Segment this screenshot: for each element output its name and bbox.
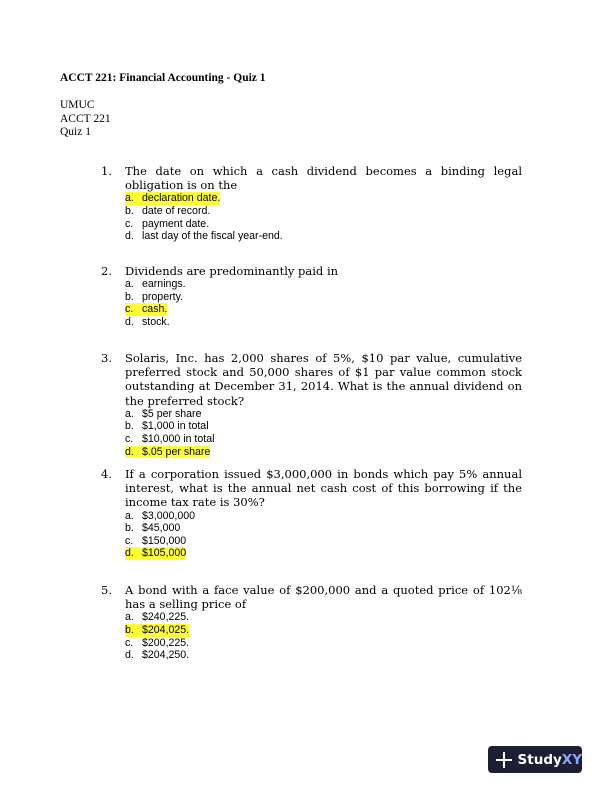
option-letter: a. <box>125 278 134 291</box>
option-c[interactable] <box>125 637 522 650</box>
plus-icon <box>495 751 513 769</box>
option-b[interactable] <box>125 624 522 637</box>
question-number: 5. <box>101 583 112 597</box>
option-letter: d. <box>125 315 134 328</box>
option-letter: b. <box>125 290 134 303</box>
option-d[interactable] <box>125 316 522 329</box>
option-letter: b. <box>125 205 134 217</box>
question-number: 2. <box>101 264 112 278</box>
question-number: 3. <box>101 351 112 365</box>
document-title: ACCT 221: Financial Accounting - Quiz 1 <box>60 72 266 84</box>
option-text: declaration date. <box>142 192 221 205</box>
option-text: $200,225. <box>142 636 190 649</box>
option-a[interactable] <box>125 408 522 421</box>
option-letter: a. <box>125 611 134 624</box>
option-letter: d. <box>125 230 134 243</box>
option-list <box>125 192 522 242</box>
option-c[interactable] <box>125 303 522 316</box>
option-text: cash. <box>142 303 168 316</box>
option-text: $10,000 in total <box>142 433 215 445</box>
question-5 <box>90 583 522 662</box>
option-list <box>125 278 522 328</box>
option-letter: c. <box>125 534 134 547</box>
option-text: $204,250. <box>142 649 190 662</box>
question-text: Dividends are predominantly paid in <box>125 264 339 278</box>
option-text: payment date. <box>142 217 210 230</box>
option-a[interactable] <box>125 611 522 624</box>
option-d[interactable] <box>125 446 522 459</box>
option-text: $204,025. <box>142 624 190 636</box>
question-text: The date on which a cash dividend becomes a binding legal obligation is on the <box>125 164 522 193</box>
question-text: If a corporation issued $3,000,000 in bonds which pay 5% annual interest, what is the annual net cash cost of this borrowing if the income tax rate is 30%? <box>125 467 522 510</box>
option-text: $45,000 <box>142 522 181 535</box>
option-d[interactable] <box>125 230 522 243</box>
meta-line-quiz: Quiz 1 <box>60 126 91 138</box>
question-1 <box>90 164 522 243</box>
option-text: $150,000 <box>142 534 187 547</box>
question-text: A bond with a face value of $200,000 and a quoted price of 102⅛ has a selling price of <box>125 583 522 612</box>
option-c[interactable] <box>125 535 522 548</box>
option-b[interactable] <box>125 420 522 433</box>
option-letter: b. <box>125 420 134 433</box>
option-b[interactable] <box>125 522 522 535</box>
option-letter: c. <box>125 433 134 445</box>
option-letter: d. <box>125 445 134 458</box>
option-text: earnings. <box>142 278 186 291</box>
option-text: $5 per share <box>142 407 202 420</box>
option-letter: c. <box>125 217 134 230</box>
option-list <box>125 510 522 560</box>
badge-text-xy: XY <box>561 751 582 768</box>
option-text: last day of the fiscal year-end. <box>142 230 283 243</box>
studyxy-badge[interactable] <box>488 746 582 773</box>
option-letter: b. <box>125 522 134 535</box>
option-list <box>125 611 522 661</box>
option-text: stock. <box>142 315 170 328</box>
option-b[interactable] <box>125 205 522 218</box>
option-text: property. <box>142 290 184 303</box>
question-text: Solaris, Inc. has 2,000 shares of 5%, $10 par value, cumulative preferred stock and 50,000 shares of $1 par value common stock outstanding at December 31, 2014. What is the annual dividend on the preferred stock? <box>125 351 522 408</box>
option-text: $105,000 <box>142 547 187 560</box>
option-letter: a. <box>125 192 134 205</box>
option-c[interactable] <box>125 218 522 231</box>
badge-text-study: Study <box>517 751 562 768</box>
question-number: 4. <box>101 467 112 481</box>
option-letter: d. <box>125 649 134 662</box>
option-letter: a. <box>125 509 134 522</box>
option-text: $.05 per share <box>142 445 211 458</box>
question-number: 1. <box>101 164 112 178</box>
option-list <box>125 408 522 458</box>
option-d[interactable] <box>125 547 522 560</box>
option-letter: c. <box>125 303 134 316</box>
option-letter: d. <box>125 547 134 560</box>
option-text: date of record. <box>142 205 211 217</box>
option-c[interactable] <box>125 433 522 446</box>
question-3 <box>90 351 522 458</box>
option-letter: c. <box>125 636 134 649</box>
meta-line-course: ACCT 221 <box>60 112 111 125</box>
document-meta <box>60 99 111 140</box>
option-a[interactable] <box>125 192 522 205</box>
option-d[interactable] <box>125 649 522 662</box>
option-text: $1,000 in total <box>142 420 209 433</box>
option-a[interactable] <box>125 510 522 523</box>
option-text: $240,225. <box>142 611 190 624</box>
question-2 <box>90 264 522 329</box>
option-a[interactable] <box>125 278 522 291</box>
option-letter: b. <box>125 624 134 636</box>
option-text: $3,000,000 <box>142 509 196 522</box>
question-4 <box>90 467 522 560</box>
meta-line-school: UMUC <box>60 99 95 111</box>
option-letter: a. <box>125 407 134 420</box>
option-b[interactable] <box>125 291 522 304</box>
